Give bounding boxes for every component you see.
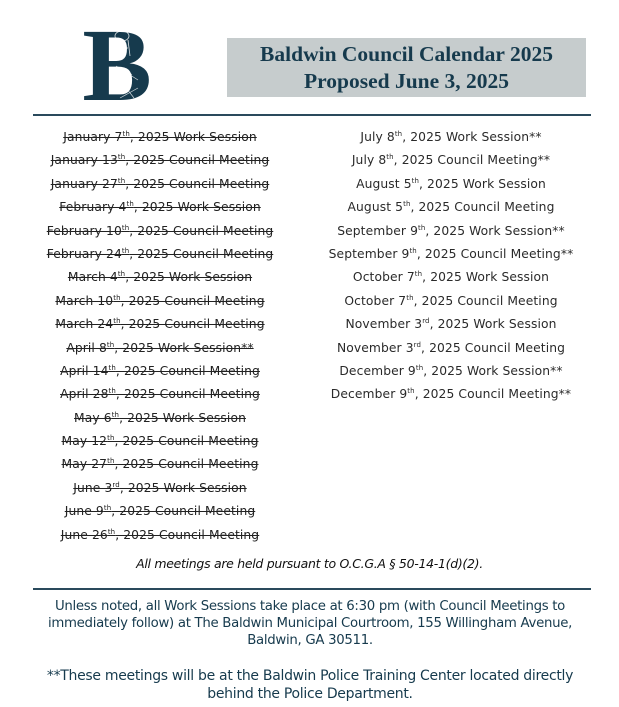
meeting-date: May 12 xyxy=(61,434,108,449)
past-meetings-list xyxy=(30,127,290,548)
meeting-list-item xyxy=(312,150,590,173)
ordinal-suffix: th xyxy=(103,504,112,513)
meeting-list-item xyxy=(30,501,290,524)
ordinal-suffix: th xyxy=(122,130,130,138)
title-banner xyxy=(227,38,586,97)
meeting-date: November 3 xyxy=(336,340,414,355)
page-title: Baldwin Council Calendar 2025 xyxy=(260,42,553,66)
location-info: Unless noted, all Work Sessions take place at 6:30 pm (with Council Meetings to immediately follow) at The Baldwin Municipal Courtroom, 155 Willingham Avenue, Baldwin, GA 30511. xyxy=(47,599,573,648)
meeting-type: , 2025 Work Session xyxy=(422,270,550,285)
ordinal-suffix: th xyxy=(121,246,130,255)
ordinal-suffix: rd xyxy=(413,340,422,349)
meeting-type: , 2025 Council Meeting xyxy=(115,527,260,542)
ordinal-suffix: th xyxy=(113,317,121,326)
meeting-type: , 2025 Work Session xyxy=(125,270,253,285)
meeting-list-item xyxy=(30,197,290,220)
ordinal-suffix: th xyxy=(418,223,426,232)
meeting-type: , 2025 Council Meeting xyxy=(421,340,566,355)
meeting-type: , 2025 Work Session xyxy=(429,317,557,332)
meeting-type: , 2025 Work Session xyxy=(119,480,247,495)
upcoming-meetings-list xyxy=(312,127,590,408)
meeting-list-item xyxy=(312,361,590,384)
meeting-type: , 2025 Council Meeting xyxy=(120,317,265,332)
meeting-type: , 2025 Council Meeting xyxy=(114,457,259,472)
meeting-date: December 9 xyxy=(339,363,416,378)
meeting-date: May 6 xyxy=(74,410,112,425)
meeting-date: March 24 xyxy=(55,317,114,332)
meeting-date: January 27 xyxy=(50,176,118,191)
meeting-list-item xyxy=(30,267,290,290)
meeting-type: , 2025 Work Session xyxy=(133,200,261,215)
meeting-list-item xyxy=(312,221,590,244)
meeting-list-item xyxy=(30,291,290,314)
meeting-date: May 27 xyxy=(61,457,108,472)
meeting-type: , 2025 Council Meeting xyxy=(120,293,265,308)
meeting-type: , 2025 Council Meeting xyxy=(115,363,260,378)
meeting-list-item xyxy=(312,127,590,150)
meeting-list-item xyxy=(312,314,590,337)
meeting-list-item xyxy=(30,478,290,501)
meeting-type: , 2025 Council Meeting** xyxy=(393,153,551,168)
meeting-list-item xyxy=(312,338,590,361)
statute-note: All meetings are held pursuant to O.C.G.A § 50-14-1(d)(2). xyxy=(136,556,483,571)
meeting-date: June 26 xyxy=(60,527,108,542)
meeting-list-item xyxy=(30,525,290,548)
meeting-type: , 2025 Council Meeting xyxy=(125,153,270,168)
meeting-type: , 2025 Council Meeting xyxy=(413,293,558,308)
meeting-type: , 2025 Work Session xyxy=(419,176,546,191)
meeting-date: April 28 xyxy=(60,387,109,402)
meeting-date: July 8 xyxy=(351,153,387,168)
meeting-date: August 5 xyxy=(356,176,412,191)
ordinal-suffix: rd xyxy=(112,480,120,489)
ordinal-suffix: th xyxy=(414,270,423,279)
meeting-date: January 13 xyxy=(50,153,118,168)
meeting-list-item xyxy=(30,384,290,407)
meeting-list-item xyxy=(312,174,590,197)
ordinal-suffix: th xyxy=(403,200,411,209)
ordinal-suffix: th xyxy=(107,434,115,443)
meeting-date: April 14 xyxy=(60,363,109,378)
meeting-list-item xyxy=(30,361,290,384)
meeting-date: November 3 xyxy=(345,317,423,332)
ordinal-suffix: th xyxy=(117,153,126,162)
meeting-list-item xyxy=(30,150,290,173)
meeting-date: March 10 xyxy=(55,293,114,308)
meeting-type: , 2025 Council Meeting xyxy=(129,223,274,238)
ordinal-suffix: th xyxy=(386,153,394,162)
meeting-type: , 2025 Council Meeting xyxy=(410,200,555,215)
meeting-type: , 2025 Work Session** xyxy=(114,340,254,355)
police-center-note: **These meetings will be at the Baldwin Police Training Center located directly behind the Police Department. xyxy=(46,668,574,702)
meeting-date: September 9 xyxy=(328,246,410,261)
meeting-date: June 3 xyxy=(73,480,113,495)
ordinal-suffix: th xyxy=(409,246,417,255)
meeting-type: , 2025 Council Meeting xyxy=(129,246,274,261)
meeting-list-item xyxy=(312,244,590,267)
meeting-list-item xyxy=(312,267,590,290)
meeting-type: , 2025 Work Session xyxy=(119,410,246,425)
meeting-type: , 2025 Council Meeting xyxy=(115,387,260,402)
meeting-date: February 24 xyxy=(46,246,122,261)
ordinal-suffix: th xyxy=(108,363,116,372)
meeting-type: , 2025 Council Meeting** xyxy=(414,387,572,402)
ordinal-suffix: th xyxy=(407,387,415,396)
meeting-type: , 2025 Council Meeting** xyxy=(416,246,574,261)
meeting-date: March 4 xyxy=(67,270,118,285)
ordinal-suffix: th xyxy=(415,363,424,372)
ordinal-suffix: th xyxy=(117,176,126,185)
meeting-date: October 7 xyxy=(344,293,407,308)
ordinal-suffix: th xyxy=(406,293,414,302)
baldwin-logo xyxy=(72,18,162,108)
meeting-list-item xyxy=(30,431,290,454)
meeting-date: August 5 xyxy=(347,200,404,215)
ordinal-suffix: th xyxy=(107,527,116,536)
meeting-list-item xyxy=(30,454,290,477)
ordinal-suffix: th xyxy=(117,270,126,279)
ordinal-suffix: th xyxy=(106,340,115,349)
meeting-list-item xyxy=(30,244,290,267)
ordinal-suffix: th xyxy=(126,200,134,209)
meeting-type: , 2025 Council Meeting xyxy=(114,434,259,449)
meeting-type: , 2025 Work Session** xyxy=(423,363,563,378)
meeting-date: October 7 xyxy=(352,270,415,285)
meeting-list-item xyxy=(30,338,290,361)
meeting-date: January 7 xyxy=(63,130,123,144)
ordinal-suffix: th xyxy=(121,223,130,232)
meeting-date: June 9 xyxy=(64,504,104,519)
page-subtitle: Proposed June 3, 2025 xyxy=(303,69,510,93)
meeting-type: , 2025 Work Session** xyxy=(425,223,565,238)
ordinal-suffix: th xyxy=(107,457,115,466)
meeting-date: July 8 xyxy=(360,130,395,144)
header-divider xyxy=(33,114,591,116)
meeting-type: , 2025 Council Meeting xyxy=(111,504,256,519)
meeting-date: April 8 xyxy=(66,340,107,355)
ordinal-suffix: th xyxy=(111,410,120,419)
footer-divider xyxy=(33,588,591,590)
meeting-list-item xyxy=(30,408,290,431)
ordinal-suffix: th xyxy=(411,176,420,185)
ordinal-suffix: th xyxy=(108,387,116,396)
meeting-list-item xyxy=(312,291,590,314)
ordinal-suffix: rd xyxy=(422,317,430,326)
meeting-date: September 9 xyxy=(337,223,419,238)
ordinal-suffix: th xyxy=(113,293,121,302)
meeting-type: , 2025 Work Session xyxy=(129,130,257,144)
meeting-date: February 4 xyxy=(59,200,127,215)
meeting-list-item xyxy=(30,174,290,197)
meeting-date: February 10 xyxy=(46,223,122,238)
meeting-list-item xyxy=(30,314,290,337)
meeting-list-item xyxy=(312,197,590,220)
meeting-list-item xyxy=(30,221,290,244)
meeting-type: , 2025 Council Meeting xyxy=(125,176,270,191)
logo-letter: B xyxy=(82,18,152,108)
meeting-date: December 9 xyxy=(330,387,408,402)
meeting-list-item xyxy=(312,384,590,407)
meeting-list-item xyxy=(30,127,290,150)
meeting-type: , 2025 Work Session** xyxy=(402,130,542,144)
ordinal-suffix: th xyxy=(394,130,403,138)
